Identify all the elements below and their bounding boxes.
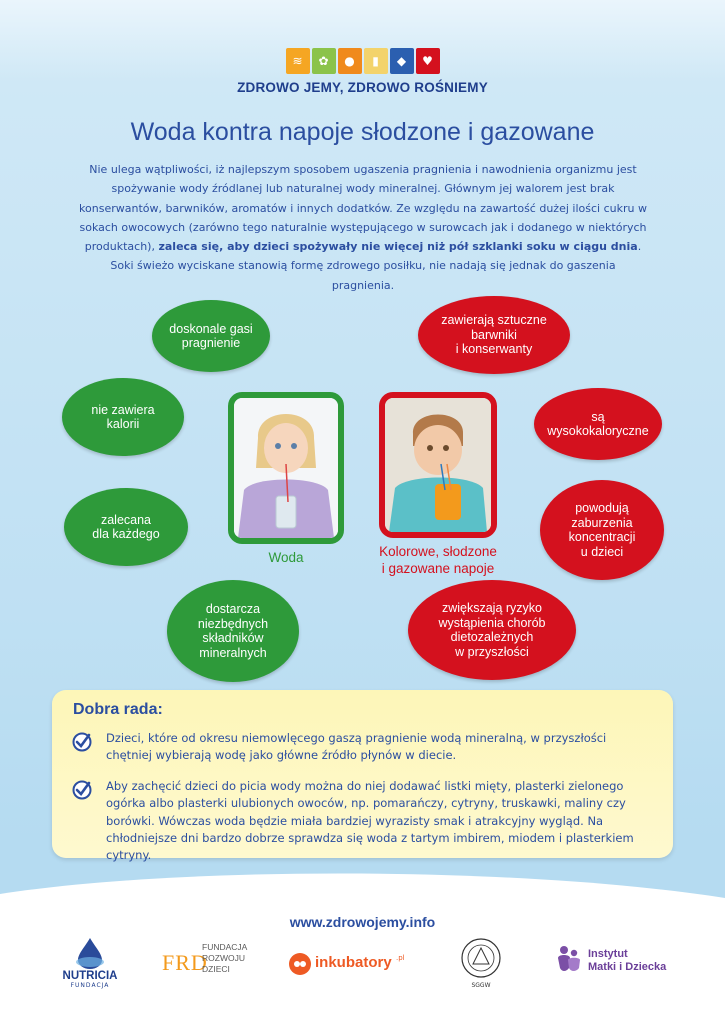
good-advice-title: Dobra rada: (73, 701, 163, 718)
juice-child-photo (379, 392, 497, 538)
logo-block-milk (364, 48, 388, 74)
drinks-caption: Kolorowe, słodzone i gazowane napoje (379, 544, 497, 576)
frd-line: DZIECI (202, 964, 230, 974)
drinks-risk-cloud: powodują zaburzenia koncentracji u dzieci (540, 480, 664, 580)
advice-item (72, 778, 652, 864)
water-benefit-cloud: doskonale gasi pragnienie (152, 300, 270, 372)
water-benefit-cloud: nie zawiera kalorii (62, 378, 184, 456)
seal-icon (456, 938, 506, 978)
inkubatory-icon (288, 952, 312, 976)
water-child-photo (228, 392, 344, 544)
water-drop-icon (70, 936, 110, 970)
sggw-label: SGGW (471, 982, 491, 989)
checkmark-icon (72, 732, 92, 752)
logo-block-fish (390, 48, 414, 74)
nutricia-name: NUTRICIA (62, 970, 118, 982)
meat-icon: ♥ (422, 54, 433, 68)
logo-text: ZDROWO JEMY, ZDROWO ROŚNIEMY (237, 80, 488, 95)
grain-icon: ≋ (292, 54, 303, 68)
imid-line: Instytut (588, 948, 628, 960)
inkubatory-logo (288, 952, 418, 978)
logo-block-grain (286, 48, 310, 74)
imid-logo (556, 944, 686, 980)
frd-letters: FRD (162, 950, 208, 975)
logo-block-meat (416, 48, 440, 74)
frd-line: ROZWOJU (202, 953, 245, 963)
drinks-risk-cloud: są wysokokaloryczne (534, 388, 662, 460)
mother-child-icon (556, 944, 582, 974)
partner-logos (0, 936, 725, 996)
intro-text-bold: zaleca się, aby dzieci spożywały nie więcej niż pół szklanki soku w ciągu dnia (158, 240, 638, 254)
sggw-seal (456, 938, 506, 988)
logo-block-fruit (338, 48, 362, 74)
advice-text: Dzieci, które od okresu niemowlęcego gaszą pragnienie wodą mineralną, w przyszłości chętniej wybierają wodę jako główne źródło płynów w diecie. (106, 731, 607, 763)
intro-text-part1: Nie ulega wątpliwości, iż najlepszym sposobem ugaszenia pragnienia i nawodnienia organizmu jest spożywanie wody źródlanej lub naturalnej wody mineralnej. Głównym jej walorem jest brak konserwantów, barwników, aromatów i innych dodatków. Ze względu na zawartość dużej ilości cukru w sokach owocowych (zarówno tego naturalnie występującego w surowcach jak i dodanego w niektórych produktach), (79, 163, 647, 254)
good-advice-box (52, 690, 673, 863)
advice-text: Aby zachęcić dzieci do picia wody można do niej dodawać listki mięty, plasterki zielonego ogórka albo plasterki ulubionych owoców, np. pomarańczy, cytryny, truskawki, maliny czy borówki. Wówczas woda będzie miała bardziej wyrazisty smak i atrakcyjny wygląd. Na chłodniejsze dni bardzo dobrze sprawdza się woda z tartym imbirem, miodem i plasterkiem cytryny. (106, 779, 634, 863)
logo-blocks (0, 48, 725, 74)
logo-block-carrot (312, 48, 336, 74)
checkmark-icon (72, 780, 92, 800)
imid-text (588, 948, 666, 974)
milk-icon: ▮ (372, 54, 379, 68)
inkubatory-name: inkubatory (315, 954, 392, 971)
intro-paragraph (78, 160, 648, 295)
nutricia-sub: FUNDACJA (70, 982, 110, 989)
program-logo (0, 48, 725, 95)
inkubatory-suffix: .pl (396, 954, 405, 962)
website-link[interactable]: www.zdrowojemy.info (289, 914, 436, 930)
fish-icon: ◆ (396, 54, 407, 68)
water-caption: Woda (268, 550, 304, 565)
drinks-risk-cloud: zwiększają ryzyko wystąpienia chorób dietozależnych w przyszłości (408, 580, 576, 680)
imid-line: Matki i Dziecka (588, 961, 667, 973)
intro-text-part2: . Soki świeżo wyciskane stanowią formę zdrowego posiłku, nie nadają się jednak do gaszenia pragnienia. (110, 240, 642, 292)
frd-logo (162, 942, 252, 990)
page-title: Woda kontra napoje słodzone i gazowane (130, 118, 595, 146)
water-benefit-cloud: zalecana dla każdego (64, 488, 188, 566)
carrot-icon: ✿ (318, 54, 329, 68)
frd-text (202, 942, 247, 975)
advice-item (72, 730, 652, 765)
nutricia-logo (58, 936, 122, 992)
water-benefit-cloud: dostarcza niezbędnych składników mineralnych (167, 580, 299, 682)
frd-line: FUNDACJA (202, 942, 248, 952)
fruit-icon: ● (344, 54, 355, 68)
drinks-risk-cloud: zawierają sztuczne barwniki i konserwanty (418, 296, 570, 374)
